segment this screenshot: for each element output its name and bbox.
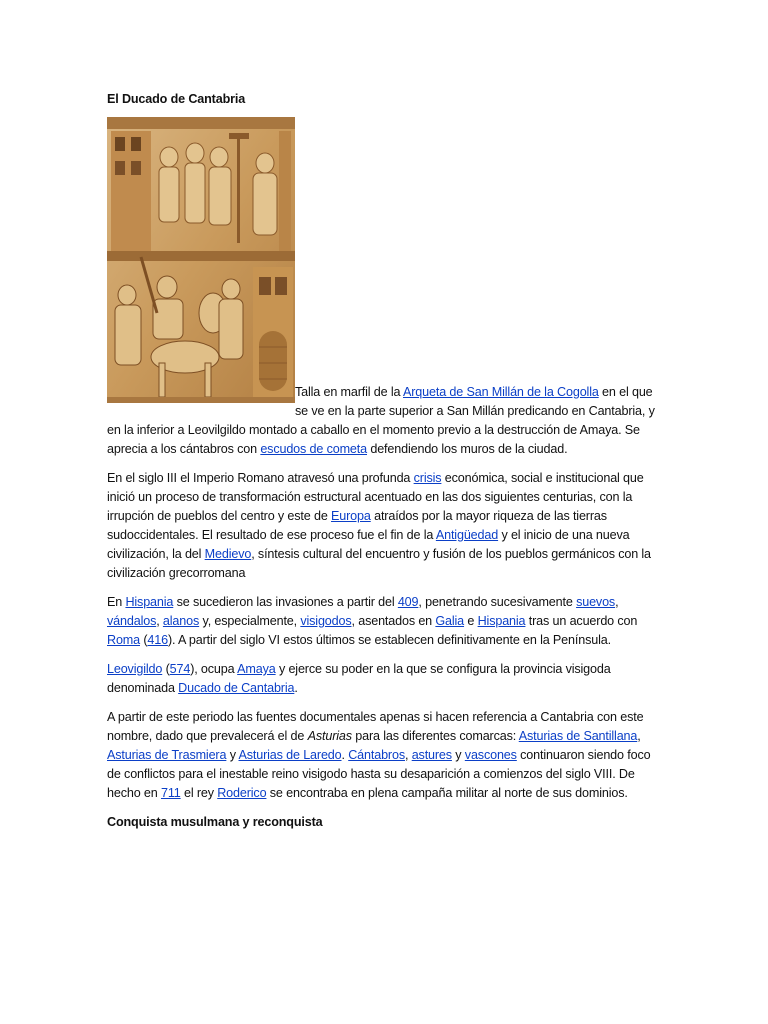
emphasis-asturias: Asturias bbox=[307, 729, 352, 743]
text: y bbox=[451, 748, 465, 762]
text: se sucedieron las invasiones a partir del bbox=[173, 595, 398, 609]
text: económica, social e institucional que inició un proceso de transformación estructural acentuado en las dos siguientes centurias, con la irrupción de pueblos del centro y este de bbox=[107, 471, 644, 523]
link-cantabros[interactable]: Cántabros bbox=[348, 748, 405, 762]
paragraph-roman-empire bbox=[107, 469, 662, 583]
paragraph-leovigildo bbox=[107, 660, 662, 698]
link-416[interactable]: 416 bbox=[147, 633, 168, 647]
link-alanos[interactable]: alanos bbox=[162, 614, 200, 628]
section-heading: Conquista musulmana y reconquista bbox=[107, 815, 323, 829]
link-leovigildo[interactable]: Leovigildo bbox=[107, 662, 163, 676]
document-body bbox=[107, 90, 662, 832]
text: y ejerce su poder en la que se configura la provincia visigoda denominada bbox=[107, 662, 611, 695]
ivory-carving-image bbox=[107, 117, 295, 403]
link-ducado[interactable]: Ducado de Cantabria bbox=[178, 681, 295, 695]
paragraph-invasions bbox=[107, 593, 662, 650]
link-visigodos[interactable]: visigodos bbox=[300, 614, 352, 628]
link-galia[interactable]: Galia bbox=[435, 614, 465, 628]
link-santillana[interactable]: Asturias de Santillana bbox=[518, 729, 638, 743]
paragraph-asturias bbox=[107, 708, 662, 803]
text: atraídos por la mayor riqueza de las tierras sudoccidentales. El resultado de ese proceso fue el fin de la bbox=[107, 509, 607, 542]
text: . bbox=[294, 681, 298, 695]
text: ), ocupa bbox=[190, 662, 238, 676]
text: , asentados en bbox=[351, 614, 436, 628]
link-amaya[interactable]: Amaya bbox=[237, 662, 276, 676]
text: , bbox=[637, 729, 641, 743]
link-europa[interactable]: Europa bbox=[331, 509, 371, 523]
text: ( bbox=[140, 633, 148, 647]
ivory-carving-icon bbox=[107, 117, 295, 403]
page-title: El Ducado de Cantabria bbox=[107, 92, 246, 106]
link-suevos[interactable]: suevos bbox=[576, 595, 616, 609]
link-antiguedad[interactable]: Antigüedad bbox=[435, 528, 499, 542]
text: e bbox=[464, 614, 478, 628]
link-trasmiera[interactable]: Asturias de Trasmiera bbox=[107, 748, 227, 762]
text: para las diferentes comarcas: bbox=[351, 729, 519, 743]
link-crisis[interactable]: crisis bbox=[413, 471, 442, 485]
link-laredo[interactable]: Asturias de Laredo bbox=[238, 748, 342, 762]
text: A partir de este periodo las fuentes documentales apenas si hacen referencia a Cantabria con este nombre, dado que prevalecerá el de bbox=[107, 710, 644, 743]
text: , bbox=[156, 614, 163, 628]
text: y el inicio de una nueva civilización, la del bbox=[107, 528, 630, 561]
caption-text: Talla en marfil de la bbox=[295, 385, 404, 399]
link-hispania-2[interactable]: Hispania bbox=[477, 614, 526, 628]
link-711[interactable]: 711 bbox=[160, 786, 181, 800]
text: y, especialmente, bbox=[199, 614, 301, 628]
link-medievo[interactable]: Medievo bbox=[204, 547, 252, 561]
link-vascones[interactable]: vascones bbox=[464, 748, 517, 762]
text: ( bbox=[162, 662, 170, 676]
link-vandalos[interactable]: vándalos bbox=[107, 614, 157, 628]
text: , penetrando sucesivamente bbox=[418, 595, 577, 609]
link-574[interactable]: 574 bbox=[169, 662, 191, 676]
text: ). A partir del siglo VI estos últimos se establecen definitivamente en la Península. bbox=[167, 633, 611, 647]
text: . bbox=[341, 748, 349, 762]
text: , síntesis cultural del encuentro y fusión de los pueblos germánicos con la civilización grecorromana bbox=[107, 547, 651, 580]
link-astures[interactable]: astures bbox=[411, 748, 452, 762]
link-409[interactable]: 409 bbox=[397, 595, 419, 609]
text: , bbox=[404, 748, 412, 762]
link-roderico[interactable]: Roderico bbox=[217, 786, 267, 800]
text: En el siglo III el Imperio Romano atravesó una profunda bbox=[107, 471, 414, 485]
text: el rey bbox=[180, 786, 218, 800]
text: , bbox=[615, 595, 619, 609]
caption-text: defendiendo los muros de la ciudad. bbox=[367, 442, 568, 456]
link-escudos[interactable]: escudos de cometa bbox=[260, 442, 367, 456]
text: tras un acuerdo con bbox=[525, 614, 638, 628]
link-arqueta[interactable]: Arqueta de San Millán de la Cogolla bbox=[403, 385, 599, 399]
link-roma[interactable]: Roma bbox=[107, 633, 140, 647]
link-hispania[interactable]: Hispania bbox=[125, 595, 174, 609]
caption-text: en el que se ve en la parte superior a San Millán predicando en Cantabria, y en la inferior a Leovilgildo montado a caballo en el momento previo a la destrucción de Amaya. Se aprecia a los cántabros con bbox=[107, 385, 655, 456]
text: y bbox=[226, 748, 239, 762]
text: continuaron siendo foco de conflictos para el inestable reino visigodo hasta su desaparición a comienzos del siglo VIII. De hecho en bbox=[107, 748, 651, 800]
text: En bbox=[107, 595, 126, 609]
figure-block bbox=[107, 117, 662, 469]
text: se encontraba en plena campaña militar al norte de sus dominios. bbox=[266, 786, 628, 800]
